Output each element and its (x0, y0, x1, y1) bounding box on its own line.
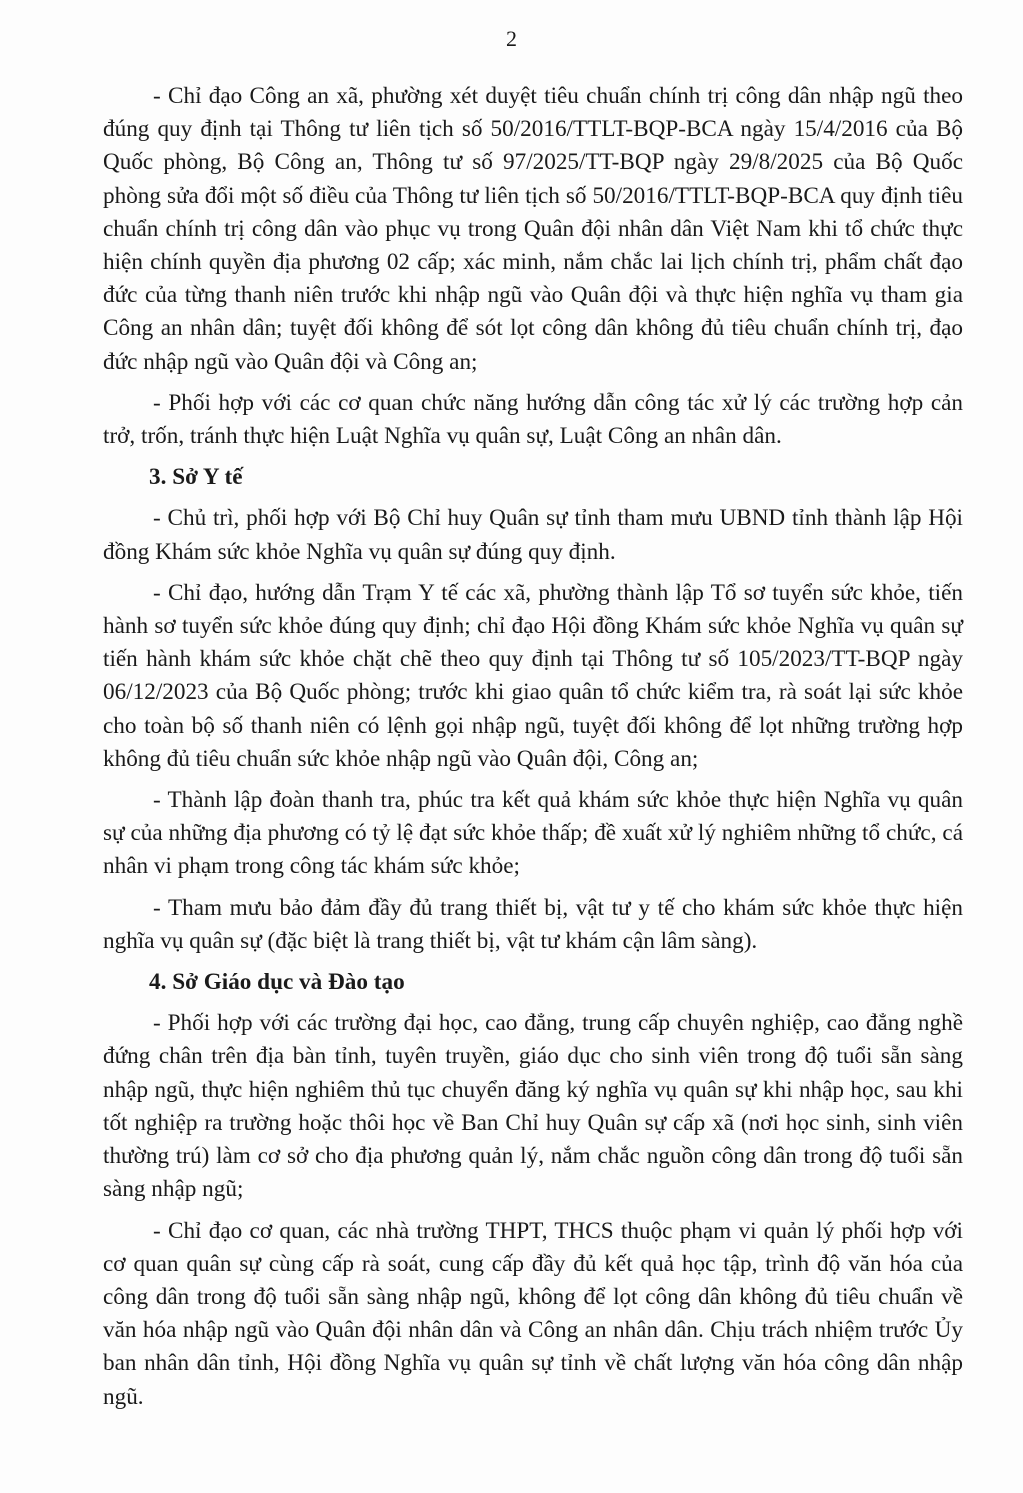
paragraph-police-political-standards: - Chỉ đạo Công an xã, phường xét duyệt tiêu chuẩn chính trị công dân nhập ngũ theo đúng quy định tại Thông tư liên tịch số 50/2016/TTLT-BQP-BCA ngày 15/4/2016 của Bộ Quốc phòng, Bộ Công an, Thông tư số 97/2025/TT-BQP ngày 29/8/2025 của Bộ Quốc phòng sửa đổi một số điều của Thông tư liên tịch số 50/2016/TTLT-BQP-BCA quy định tiêu chuẩn chính trị công dân vào phục vụ trong Quân đội nhân dân Việt Nam khi tổ chức thực hiện chính quyền địa phương 02 cấp; xác minh, nắm chắc lai lịch chính trị, phẩm chất đạo đức của từng thanh niên trước khi nhập ngũ vào Quân đội và thực hiện nghĩa vụ tham gia Công an nhân dân; tuyệt đối không để sót lọt công dân không đủ tiêu chuẩn chính trị, đạo đức nhập ngũ vào Quân đội và Công an; (103, 83, 963, 375)
paragraph-health-screening: - Chỉ đạo, hướng dẫn Trạm Y tế các xã, phường thành lập Tổ sơ tuyển sức khỏe, tiến hành sơ tuyển sức khỏe đúng quy định; chỉ đạo Hội đồng Khám sức khỏe Nghĩa vụ quân sự tiến hành khám sức khỏe chặt chẽ theo quy định tại Thông tư số 105/2023/TT-BQP ngày 06/12/2023 của Bộ Quốc phòng; trước khi giao quân tổ chức kiểm tra, rà soát lại sức khỏe cho toàn bộ số thanh niên có lệnh gọi nhập ngũ, tuyệt đối không để lọt những trường hợp không đủ tiêu chuẩn sức khỏe nhập ngũ vào Quân đội, Công an; (103, 579, 963, 772)
document-body (103, 80, 963, 1422)
section-heading-health-department: 3. Sở Y tế (149, 464, 243, 491)
paragraph-medical-equipment: - Tham mưu bảo đảm đầy đủ trang thiết bị, vật tư y tế cho khám sức khỏe thực hiện nghĩa vụ quân sự (đặc biệt là trang thiết bị, vật tư khám cận lâm sàng). (103, 894, 963, 954)
paragraph-health-inspection: - Thành lập đoàn thanh tra, phúc tra kết quả khám sức khỏe thực hiện Nghĩa vụ quân sự của những địa phương có tỷ lệ đạt sức khỏe thấp; đề xuất xử lý nghiêm những tổ chức, cá nhân vi phạm trong công tác khám sức khỏe; (103, 787, 963, 880)
page-number: 2 (506, 26, 517, 51)
paragraph-school-review: - Chỉ đạo cơ quan, các nhà trường THPT, THCS thuộc phạm vi quản lý phối hợp với cơ quan quân sự cùng cấp rà soát, cung cấp đầy đủ kết quả học tập, trình độ văn hóa của công dân trong độ tuổi sẵn sàng nhập ngũ, không để lọt công dân không đủ tiêu chuẩn về văn hóa nhập ngũ vào Quân đội nhân dân và Công an nhân dân. Chịu trách nhiệm trước Ủy ban nhân dân tỉnh, Hội đồng Nghĩa vụ quân sự tỉnh về chất lượng văn hóa công dân nhập ngũ. (103, 1217, 963, 1410)
section-heading-education-department: 4. Sở Giáo dục và Đào tạo (149, 969, 405, 996)
paragraph-health-council: - Chủ trì, phối hợp với Bộ Chỉ huy Quân sự tỉnh tham mưu UBND tỉnh thành lập Hội đồng Khám sức khỏe Nghĩa vụ quân sự đúng quy định. (103, 505, 963, 565)
paragraph-handle-evasion: - Phối hợp với các cơ quan chức năng hướng dẫn công tác xử lý các trường hợp cản trở, trốn, tránh thực hiện Luật Nghĩa vụ quân sự, Luật Công an nhân dân. (103, 389, 963, 450)
paragraph-university-coordination: - Phối hợp với các trường đại học, cao đẳng, trung cấp chuyên nghiệp, cao đẳng nghề đứng chân trên địa bàn tỉnh, tuyên truyền, giáo dục cho sinh viên trong độ tuổi sẵn sàng nhập ngũ, thực hiện nghiêm thủ tục chuyển đăng ký nghĩa vụ quân sự khi nhập học, sau khi tốt nghiệp ra trường hoặc thôi học về Ban Chỉ huy Quân sự cấp xã (nơi học sinh, sinh viên thường trú) làm cơ sở cho địa phương quản lý, nắm chắc nguồn công dân trong độ tuổi sẵn sàng nhập ngũ; (103, 1010, 963, 1203)
